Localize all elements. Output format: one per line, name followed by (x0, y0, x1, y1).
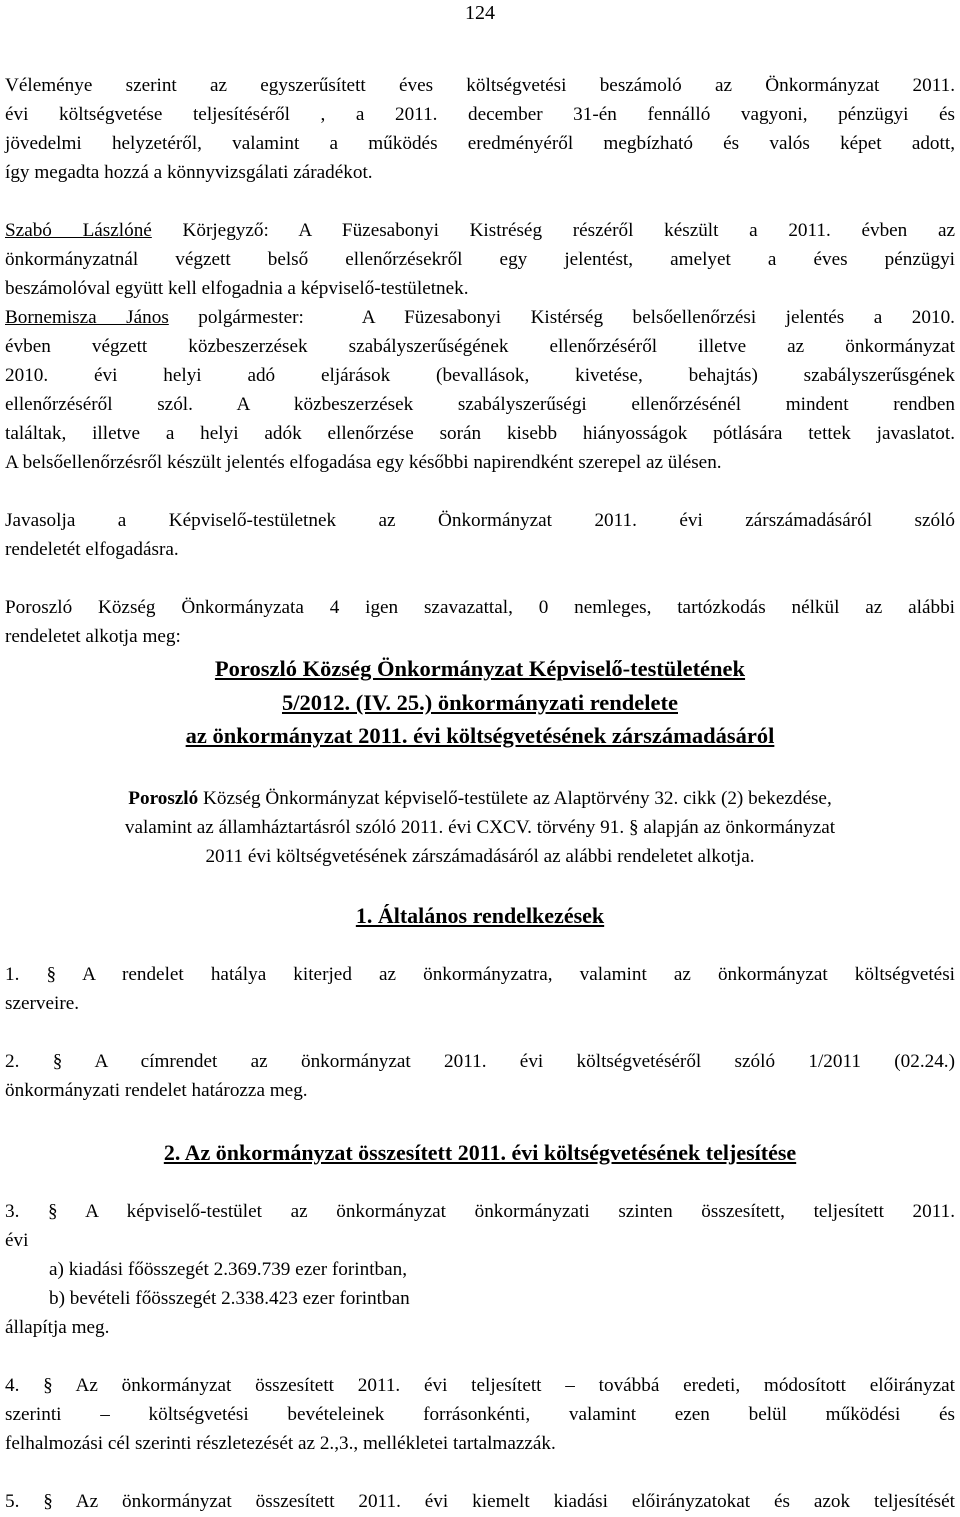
decree-title: 5/2012. (IV. 25.) önkormányzati rendelete (281, 690, 678, 715)
paragraph-line: évi költségvetése teljesítéséről , a 2011. december 31-én fennálló vagyoni, pénzügyi és (5, 104, 955, 125)
section-line: évi (5, 1230, 29, 1251)
paragraph-text: Körjegyző: A Füzesabonyi Kistréség részéről készült a 2011. évben az (151, 220, 955, 241)
paragraph-line: beszámolóval együtt kell elfogadnia a képviselő-testületnek. (5, 278, 469, 299)
paragraph-line: Javasolja a Képviselő-testületnek az Önkormányzat 2011. évi zárszámadásáról szóló (5, 510, 955, 531)
section-line: szerinti – költségvetési bevételeinek forrásonkénti, valamint ezen belül működési és (5, 1404, 955, 1425)
section-line: állapítja meg. (5, 1317, 110, 1338)
section-line: szerveire. (5, 993, 80, 1014)
decree-title: Poroszló Község Önkormányzat Képviselő-testületének (214, 656, 746, 681)
speaker-name: Szabó Lászlóné (5, 220, 152, 241)
page-number: 124 (465, 2, 495, 24)
paragraph-line: 2010. évi helyi adó eljárások (bevallások, kivetése, behajtás) szabályszerűsgének (5, 365, 955, 386)
section-heading: 1. Általános rendelkezések (355, 903, 605, 928)
paragraph-line (5, 216, 955, 245)
decree-title: az önkormányzat 2011. évi költségvetésének zárszámadásáról (185, 723, 775, 748)
paragraph-line: Poroszló Község Önkormányzata 4 igen szavazattal, 0 nemleges, tartózkodás nélkül az alábbi (5, 597, 955, 618)
section-heading: 2. Az önkormányzat összesített 2011. évi költségvetésének teljesítése (163, 1140, 797, 1165)
paragraph-line: önkormányzatnál végzett belső ellenőrzésekről egy jelentést, amelyet a éves pénzügyi (5, 249, 955, 270)
section-line: 3. § A képviselő-testület az önkormányzat önkormányzati szinten összesített, teljesített 2011. (5, 1201, 955, 1222)
preamble-line: 2011 évi költségvetésének zárszámadásáról az alábbi rendeletet alkotja. (205, 846, 755, 867)
section-line: 2. § A címrendet az önkormányzat 2011. évi költségvetéséről szóló 1/2011 (02.24.) (5, 1051, 955, 1072)
section-line: 5. § Az önkormányzat összesített 2011. évi kiemelt kiadási előirányzatokat és azok teljesítését (5, 1491, 955, 1512)
paragraph-line: évben végzett közbeszerzések szabályszerűségének ellenőrzéséről illetve az önkormányzat (5, 336, 955, 357)
paragraph-line: találtak, illetve a helyi adók ellenőrzése során kisebb hiányosságok pótlására tettek javaslatot. (5, 423, 955, 444)
preamble-line: valamint az államháztartásról szóló 2011. évi CXCV. törvény 91. § alapján az önkormányzat (124, 817, 836, 838)
paragraph-line: Véleménye szerint az egyszerűsített éves költségvetési beszámoló az Önkormányzat 2011. (5, 75, 955, 96)
section-line: 1. § A rendelet hatálya kiterjed az önkormányzatra, valamint az önkormányzat költségvetési (5, 964, 955, 985)
speaker-name: Bornemisza János (5, 307, 169, 328)
paragraph-line: rendeletét elfogadásra. (5, 539, 179, 560)
paragraph-text: polgármester: A Füzesabonyi Kistérség belsőellenőrzési jelentés a 2010. (168, 307, 955, 328)
section-line: 4. § Az önkormányzat összesített 2011. évi teljesített – továbbá eredeti, módosított előirányzat (5, 1375, 955, 1396)
paragraph-line: jövedelmi helyzetéről, valamint a működés eredményéről megbízható és valós képet adott, (5, 133, 955, 154)
preamble-bold: Poroszló (128, 788, 199, 809)
paragraph-line (5, 303, 955, 332)
preamble-line: Poroszló Község Önkormányzat képviselő-testülete az Alaptörvény 32. cikk (2) bekezdése, (128, 788, 832, 809)
paragraph-line: így megadta hozzá a könnyvizsgálati záradékot. (5, 162, 373, 183)
list-item: a) kiadási főösszegét 2.369.739 ezer forintban, (49, 1259, 408, 1280)
paragraph-line: rendeletet alkotja meg: (5, 626, 181, 647)
section-line: önkormányzati rendelet határozza meg. (5, 1080, 308, 1101)
paragraph-line: A belsőellenőrzésről készült jelentés elfogadása egy későbbi napirendként szerepel az ülésen. (5, 452, 722, 473)
paragraph-line: ellenőrzéséről szól. A közbeszerzések szabályszerűségi ellenőrzésénél mindent rendben (5, 394, 955, 415)
list-item: b) bevételi főösszegét 2.338.423 ezer forintban (49, 1288, 410, 1309)
section-line: felhalmozási cél szerinti részletezését az 2.,3., mellékletei tartalmazzák. (5, 1433, 556, 1454)
